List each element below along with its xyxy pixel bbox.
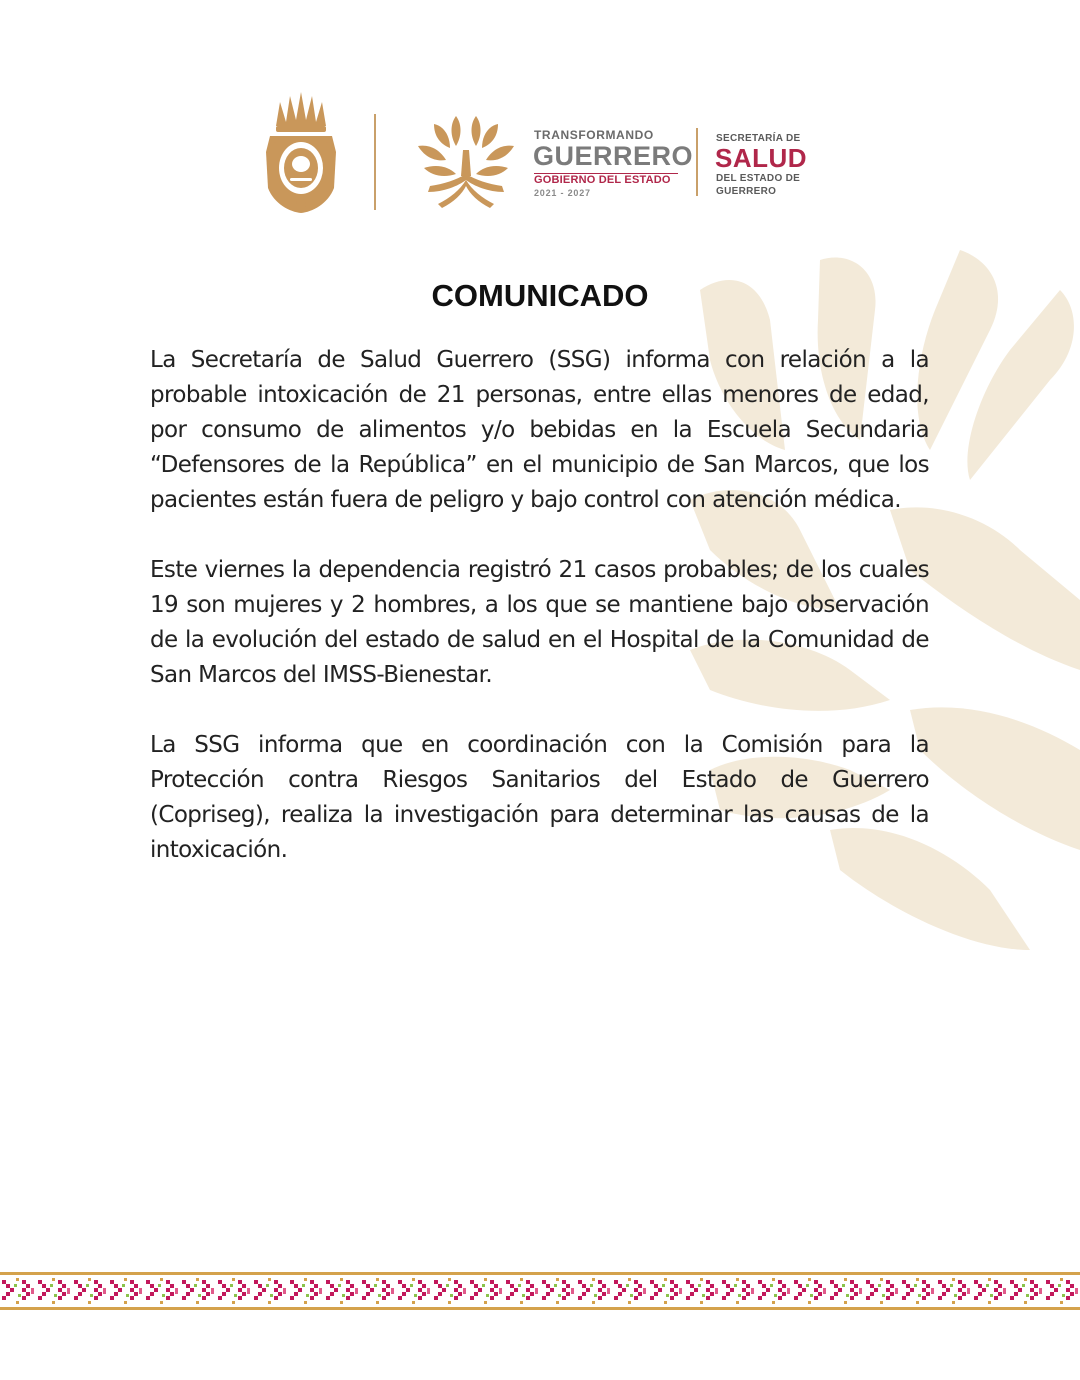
salud-label: SALUD [715, 143, 808, 173]
logo-divider-1 [374, 114, 376, 210]
logo-divider-2 [696, 128, 698, 196]
guerrero-small-label: GUERRERO [716, 186, 777, 197]
paragraph-3: La SSG informa que en coordinación con la Comisión para la Protección contra Riesgos Sanitarios del Estado de Guerrero (Copriseg), realiza la investigación para determinar las causas de la intoxicación. [150, 732, 929, 863]
document-title: COMUNICADO [431, 278, 649, 313]
embroidered-border-pattern-icon [0, 1272, 1080, 1310]
transformando-guerrero-tree-icon [416, 114, 516, 210]
guerrero-state-seal-icon [262, 92, 340, 214]
secretaria-label: SECRETARÍA DE [716, 133, 801, 144]
header-logos [258, 92, 818, 216]
paragraph-1: La Secretaría de Salud Guerrero (SSG) informa con relación a la probable intoxicación de 21 personas, entre ellas menores de edad, por consumo de alimentos y/o bebidas en la Escuela Secundaria “Defensores de la República” en el municipio de San Marcos, que los pacientes están fuera de peligro y bajo control con atención médica. [150, 347, 929, 513]
guerrero-label: GUERRERO [533, 141, 694, 171]
paragraph-2: Este viernes la dependencia registró 21 casos probables; de los cuales 19 son mujeres y 2 hombres, a los que se mantiene bajo observación de la evolución del estado de salud en el Hospital de la Comunidad de San Marcos del IMSS-Bienestar. [150, 557, 929, 688]
transformando-label: TRANSFORMANDO [534, 128, 654, 142]
document-body [150, 343, 929, 903]
del-estado-label: DEL ESTADO DE [716, 173, 801, 184]
period-label: 2021 - 2027 [534, 188, 591, 198]
gobierno-label: GOBIERNO DEL ESTADO [534, 174, 671, 186]
